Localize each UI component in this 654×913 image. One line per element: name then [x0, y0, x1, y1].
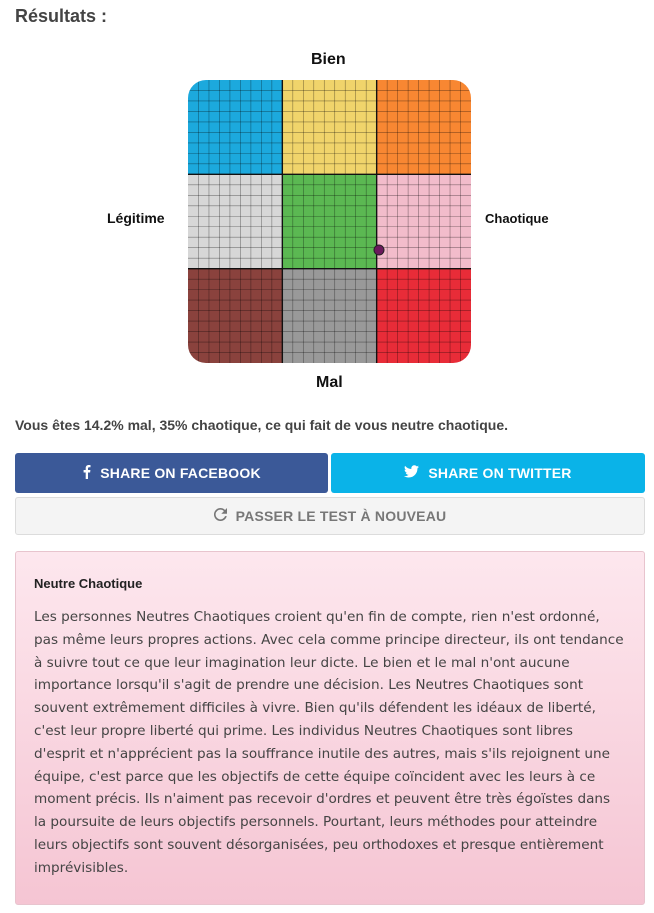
result-description-card — [15, 551, 645, 905]
result-description: Les personnes Neutres Chaotiques croient qu'en fin de compte, rien n'est ordonné, pas même leurs propres actions. Avec cela comme principe directeur, ils ont tendance à suivre tout ce que leur imagination leur dicte. Le bien et le mal n'ont aucune importance lorsqu'il s'agit de prendre une décision. Les Neutres Chaotiques sont souvent extrêmement difficiles à vivre. Bien qu'ils défendent les idéaux de liberté, c'est leur propre liberté qui prime. Les individus Neutres Chaotiques sont libres d'esprit et n'apprécient pas la souffrance inutile des autres, mais s'ils rejoignent une équipe, c'est parce que les objectifs de cette équipe coïncident avec les leurs à ce moment précis. Ils n'aiment pas recevoir d'ordres et peuvent être très égoïstes dans la poursuite de leurs objectifs personnels. Pourtant, leurs méthodes pour atteindre leurs objectifs sont souvent désorganisées, peu orthodoxes et presque entièrement imprévisibles. — [34, 609, 624, 876]
retake-test-label: PASSER LE TEST À NOUVEAU — [235, 508, 447, 524]
grid-cell-bottom-left — [188, 269, 282, 363]
result-summary: Vous êtes 14.2% mal, 35% chaotique, ce qui fait de vous neutre chaotique. — [15, 417, 508, 433]
grid-cell-bottom-right — [377, 269, 471, 363]
facebook-icon — [82, 464, 91, 482]
axis-label-evil: Mal — [316, 374, 343, 391]
grid-cell-middle-left — [188, 174, 282, 268]
share-facebook-label: SHARE ON FACEBOOK — [100, 465, 261, 481]
axis-label-lawful: Légitime — [107, 210, 165, 226]
alignment-marker — [374, 245, 384, 255]
result-title: Neutre Chaotique — [34, 576, 143, 591]
grid-cell-middle-center — [282, 174, 376, 268]
grid-cell-top-left — [188, 80, 282, 174]
grid-cell-top-right — [377, 80, 471, 174]
axis-label-good: Bien — [311, 51, 346, 68]
share-facebook-button[interactable] — [15, 453, 328, 493]
twitter-icon — [404, 465, 419, 481]
refresh-icon — [214, 508, 227, 524]
retake-test-button[interactable] — [15, 497, 645, 535]
alignment-grid-svg — [188, 80, 471, 363]
grid-cell-bottom-center — [282, 269, 376, 363]
axis-label-chaotic: Chaotique — [485, 211, 549, 226]
grid-cell-top-center — [282, 80, 376, 174]
share-twitter-label: SHARE ON TWITTER — [428, 465, 572, 481]
alignment-grid — [188, 80, 471, 363]
results-heading: Résultats : — [15, 6, 108, 26]
share-twitter-button[interactable] — [331, 453, 645, 493]
grid-cell-middle-right — [377, 174, 471, 268]
